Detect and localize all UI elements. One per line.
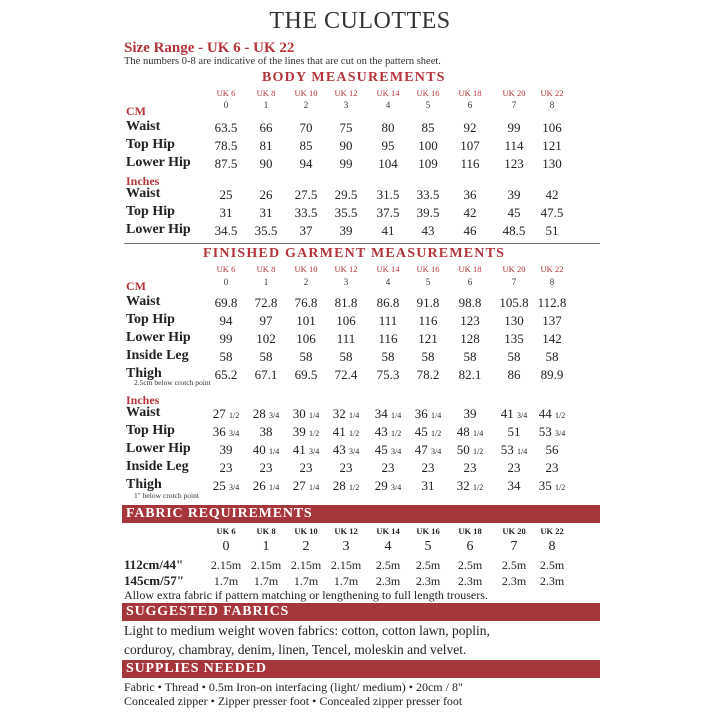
finished-inch-cell: 23 — [299, 460, 313, 475]
finished-inch-cell: 45 1/2 — [414, 424, 442, 439]
finished-cm-cell: 75.3 — [376, 367, 400, 382]
body-size-header: UK 16 — [416, 88, 440, 98]
fabric-size-header: UK 6 — [216, 526, 236, 536]
body-cm-cell: 66 — [259, 120, 273, 135]
finished-inch-cell: 43 1/2 — [374, 424, 402, 439]
finished-cm-cell: 135 — [504, 331, 524, 346]
body-inch-cell: 35.5 — [254, 223, 278, 238]
finished-inch-cell: 28 3/4 — [252, 406, 280, 421]
fabric-line-number: 5 — [424, 539, 432, 554]
finished-inch-cell: 23 — [421, 460, 435, 475]
finished-line-number: 6 — [467, 277, 473, 287]
fabric-cell: 2.5m — [375, 558, 401, 572]
finished-inch-cell: 51 — [507, 424, 521, 439]
finished-cm-cell: 106 — [296, 331, 316, 346]
body-measurements-heading: BODY MEASUREMENTS — [262, 70, 446, 85]
body-cm-cell: 95 — [381, 138, 395, 153]
body-inch-cell: 27.5 — [294, 187, 318, 202]
finished-cm-cell: 58 — [507, 349, 521, 364]
fabric-cell: 1.7m — [253, 574, 279, 588]
body-cm-row-label: Top Hip — [126, 137, 175, 152]
finished-cm-cell: 81.8 — [334, 295, 358, 310]
finished-inch-cell: 32 1/2 — [456, 478, 484, 493]
finished-line-number: 8 — [549, 277, 555, 287]
finished-inch-cell: 30 1/4 — [292, 406, 320, 421]
finished-cm-cell: 142 — [542, 331, 562, 346]
body-inch-cell: 39.5 — [416, 205, 440, 220]
body-cm-cell: 63.5 — [214, 120, 238, 135]
finished-cm-cell: 89.9 — [540, 367, 564, 382]
fabric-line-number: 8 — [548, 539, 556, 554]
finished-cm-cell: 72.4 — [334, 367, 358, 382]
body-inch-cell: 26 — [259, 187, 273, 202]
finished-cm-cell: 58 — [339, 349, 353, 364]
supplies-line-1: Fabric • Thread • 0.5m Iron-on interfacing (light/ medium) • 20cm / 8" — [124, 680, 463, 694]
finished-inch-cell: 26 1/4 — [252, 478, 280, 493]
finished-inch-cell: 48 1/4 — [456, 424, 484, 439]
finished-cm-cell: 58 — [259, 349, 273, 364]
body-cm-cell: 130 — [542, 156, 562, 171]
body-line-number: 0 — [223, 100, 229, 110]
body-cm-cell: 81 — [259, 138, 273, 153]
body-inch-cell: 36 — [463, 187, 477, 202]
body-cm-cell: 107 — [460, 138, 480, 153]
suggested-line-1: Light to medium weight woven fabrics: cotton, cotton lawn, poplin, — [124, 623, 490, 638]
finished-cm-cell: 58 — [219, 349, 233, 364]
finished-cm-cell: 58 — [421, 349, 435, 364]
suggested-fabrics-band: SUGGESTED FABRICS — [122, 603, 600, 621]
fabric-requirements-band: FABRIC REQUIREMENTS — [122, 505, 600, 523]
page-title: THE CULOTTES — [269, 8, 451, 34]
finished-size-header: UK 8 — [256, 264, 276, 274]
body-size-header: UK 12 — [334, 88, 358, 98]
fabric-size-header: UK 12 — [334, 526, 358, 536]
finished-inch-cell: 38 — [259, 424, 273, 439]
body-inch-cell: 37.5 — [376, 205, 400, 220]
body-cm-row-label: Waist — [126, 119, 161, 134]
finished-cm-row-label: Inside Leg — [126, 348, 189, 363]
body-size-header: UK 6 — [216, 88, 236, 98]
body-cm-label: CM — [126, 104, 146, 118]
finished-size-header: UK 6 — [216, 264, 236, 274]
finished-cm-cell: 99 — [219, 331, 233, 346]
fabric-size-header: UK 20 — [502, 526, 526, 536]
finished-line-number: 7 — [511, 277, 517, 287]
body-size-header: UK 22 — [540, 88, 564, 98]
body-cm-cell: 78.5 — [214, 138, 238, 153]
finished-inch-cell: 23 — [381, 460, 395, 475]
size-range: Size Range - UK 6 - UK 22 — [124, 40, 295, 56]
finished-cm-row-label: Thigh — [126, 366, 162, 381]
finished-inch-cell: 23 — [545, 460, 559, 475]
finished-inch-cell: 23 — [339, 460, 353, 475]
finished-cm-row-label: Lower Hip — [126, 330, 191, 345]
body-line-number: 1 — [263, 100, 269, 110]
fabric-size-header: UK 10 — [294, 526, 318, 536]
supplies-line-2: Concealed zipper • Zipper presser foot • Concealed zipper presser foot — [124, 694, 463, 708]
finished-cm-label: CM — [126, 279, 146, 293]
body-cm-cell: 94 — [299, 156, 313, 171]
finished-cm-cell: 91.8 — [416, 295, 440, 310]
body-inch-cell: 35.5 — [334, 205, 358, 220]
finished-cm-cell: 128 — [460, 331, 480, 346]
finished-inch-cell: 23 — [259, 460, 273, 475]
finished-cm-cell: 123 — [460, 313, 480, 328]
fabric-size-header: UK 18 — [458, 526, 482, 536]
body-inch-cell: 41 — [381, 223, 395, 238]
finished-inch-cell: 23 — [219, 460, 233, 475]
fabric-line-number: 6 — [466, 539, 474, 554]
finished-inches-label: Inches — [126, 393, 160, 407]
body-size-header: UK 20 — [502, 88, 526, 98]
finished-inch-row-label: Lower Hip — [126, 441, 191, 456]
finished-cm-cell: 58 — [381, 349, 395, 364]
finished-cm-cell: 76.8 — [294, 295, 318, 310]
finished-cm-cell: 94 — [219, 313, 233, 328]
finished-inch-cell: 36 3/4 — [212, 424, 240, 439]
finished-cm-cell: 58 — [463, 349, 477, 364]
body-cm-cell: 92 — [463, 120, 477, 135]
finished-cm-cell: 106 — [336, 313, 356, 328]
fabric-cell: 2.3m — [501, 574, 527, 588]
finished-size-header: UK 12 — [334, 264, 358, 274]
fabric-cell: 2.5m — [539, 558, 565, 572]
fabric-cell: 1.7m — [293, 574, 319, 588]
finished-cm-row-label: Waist — [126, 294, 161, 309]
body-cm-cell: 75 — [339, 120, 353, 135]
body-inch-cell: 37 — [299, 223, 313, 238]
body-cm-cell: 104 — [378, 156, 398, 171]
finished-cm-cell: 86 — [507, 367, 521, 382]
finished-cm-cell: 121 — [418, 331, 438, 346]
finished-inch-cell: 35 1/2 — [538, 478, 566, 493]
body-inch-cell: 48.5 — [502, 223, 526, 238]
finished-inch-row-label: Waist — [126, 405, 161, 420]
fabric-size-header: UK 16 — [416, 526, 440, 536]
finished-cm-row-label: Top Hip — [126, 312, 175, 327]
finished-inch-cell: 34 1/4 — [374, 406, 402, 421]
finished-size-header: UK 14 — [376, 264, 400, 274]
finished-cm-cell: 69.8 — [214, 295, 238, 310]
finished-cm-cell: 112.8 — [537, 295, 567, 310]
body-size-header: UK 18 — [458, 88, 482, 98]
finished-measurements-heading: FINISHED GARMENT MEASUREMENTS — [203, 246, 506, 261]
body-inch-row-label: Top Hip — [126, 204, 175, 219]
finished-cm-cell: 130 — [504, 313, 524, 328]
body-cm-cell: 70 — [299, 120, 313, 135]
finished-cm-cell: 101 — [296, 313, 316, 328]
finished-cm-cell: 78.2 — [416, 367, 440, 382]
body-cm-cell: 90 — [339, 138, 353, 153]
finished-cm-cell: 58 — [299, 349, 313, 364]
fabric-size-header: UK 8 — [256, 526, 276, 536]
finished-inch-cell: 39 1/2 — [292, 424, 320, 439]
fabric-cell: 2.5m — [501, 558, 527, 572]
body-cm-row-label: Lower Hip — [126, 155, 191, 170]
cm-thigh-note: 2.5cm below crotch point — [134, 378, 211, 387]
finished-cm-cell: 82.1 — [458, 367, 482, 382]
fabric-cell: 2.3m — [539, 574, 565, 588]
inch-thigh-note: 1" below crotch point — [134, 491, 199, 500]
finished-inch-row-label: Top Hip — [126, 423, 175, 438]
body-line-number: 4 — [385, 100, 391, 110]
body-cm-cell: 85 — [299, 138, 313, 153]
finished-inch-cell: 39 — [219, 442, 233, 457]
finished-inch-cell: 29 3/4 — [374, 478, 402, 493]
body-cm-cell: 121 — [542, 138, 562, 153]
finished-cm-cell: 65.2 — [214, 367, 238, 382]
body-cm-cell: 90 — [259, 156, 273, 171]
finished-inch-cell: 47 3/4 — [414, 442, 442, 457]
fabric-size-header: UK 14 — [376, 526, 400, 536]
finished-cm-cell: 102 — [256, 331, 276, 346]
body-inch-cell: 43 — [421, 223, 435, 238]
finished-cm-cell: 86.8 — [376, 295, 400, 310]
finished-inch-cell: 41 3/4 — [292, 442, 320, 457]
finished-inch-cell: 41 1/2 — [332, 424, 360, 439]
fabric-cell: 1.7m — [213, 574, 239, 588]
body-cm-cell: 123 — [504, 156, 524, 171]
finished-cm-cell: 58 — [545, 349, 559, 364]
fabric-line-number: 7 — [510, 539, 518, 554]
body-inch-cell: 39 — [507, 187, 521, 202]
finished-inch-cell: 56 — [545, 442, 559, 457]
body-inch-cell: 29.5 — [334, 187, 358, 202]
finished-size-header: UK 20 — [502, 264, 526, 274]
fabric-cell: 2.3m — [415, 574, 441, 588]
body-line-number: 5 — [425, 100, 431, 110]
finished-line-number: 5 — [425, 277, 431, 287]
finished-inch-cell: 50 1/2 — [456, 442, 484, 457]
fabric-cell: 2.3m — [457, 574, 483, 588]
body-inch-row-label: Lower Hip — [126, 222, 191, 237]
body-cm-cell: 80 — [381, 120, 395, 135]
body-size-header: UK 14 — [376, 88, 400, 98]
body-line-number: 3 — [343, 100, 349, 110]
finished-inch-row-label: Inside Leg — [126, 459, 189, 474]
finished-inch-cell: 31 — [421, 478, 435, 493]
finished-inch-cell: 53 1/4 — [500, 442, 528, 457]
finished-inch-cell: 44 1/2 — [538, 406, 566, 421]
finished-cm-cell: 105.8 — [499, 295, 529, 310]
body-line-number: 6 — [467, 100, 473, 110]
finished-cm-cell: 111 — [336, 331, 356, 346]
body-line-number: 7 — [511, 100, 517, 110]
finished-inch-cell: 32 1/4 — [332, 406, 360, 421]
finished-inch-cell: 28 1/2 — [332, 478, 360, 493]
fabric-cell: 2.15m — [290, 558, 322, 572]
body-inch-cell: 33.5 — [294, 205, 318, 220]
finished-cm-cell: 72.8 — [254, 295, 278, 310]
fabric-cell: 1.7m — [333, 574, 359, 588]
body-inch-cell: 42 — [545, 187, 559, 202]
finished-inch-cell: 23 — [463, 460, 477, 475]
body-line-number: 2 — [303, 100, 309, 110]
body-cm-cell: 116 — [460, 156, 480, 171]
finished-size-header: UK 18 — [458, 264, 482, 274]
body-cm-cell: 109 — [418, 156, 438, 171]
body-cm-cell: 99 — [339, 156, 353, 171]
fabric-line-number: 4 — [384, 539, 392, 554]
finished-inch-cell: 34 — [507, 478, 521, 493]
finished-line-number: 3 — [343, 277, 349, 287]
body-inch-cell: 45 — [507, 205, 521, 220]
finished-size-header: UK 10 — [294, 264, 318, 274]
body-inch-cell: 31.5 — [376, 187, 400, 202]
finished-inch-cell: 39 — [463, 406, 477, 421]
body-inch-cell: 33.5 — [416, 187, 440, 202]
body-cm-cell: 106 — [542, 120, 562, 135]
body-inch-cell: 47.5 — [540, 205, 564, 220]
body-inch-cell: 34.5 — [214, 223, 238, 238]
finished-cm-cell: 116 — [378, 331, 398, 346]
size-note: The numbers 0-8 are indicative of the lines that are cut on the pattern sheet. — [124, 56, 441, 67]
body-cm-cell: 114 — [504, 138, 524, 153]
body-inch-cell: 51 — [545, 223, 559, 238]
body-cm-cell: 85 — [421, 120, 435, 135]
finished-cm-cell: 97 — [259, 313, 273, 328]
body-inches-label: Inches — [126, 174, 160, 188]
finished-cm-cell: 98.8 — [458, 295, 482, 310]
fabric-cell: 2.15m — [250, 558, 282, 572]
fabric-note: Allow extra fabric if pattern matching or lengthening to full length trousers. — [124, 588, 488, 602]
finished-line-number: 4 — [385, 277, 391, 287]
finished-inch-cell: 27 1/2 — [212, 406, 240, 421]
finished-inch-cell: 23 — [507, 460, 521, 475]
body-size-header: UK 10 — [294, 88, 318, 98]
finished-inch-cell: 36 1/4 — [414, 406, 442, 421]
finished-inch-cell: 41 3/4 — [500, 406, 528, 421]
body-inch-cell: 46 — [463, 223, 477, 238]
finished-cm-cell: 116 — [418, 313, 438, 328]
fabric-cell: 2.5m — [457, 558, 483, 572]
finished-line-number: 1 — [263, 277, 269, 287]
finished-line-number: 2 — [303, 277, 309, 287]
body-line-number: 8 — [549, 100, 555, 110]
fabric-line-number: 0 — [222, 539, 230, 554]
finished-size-header: UK 22 — [540, 264, 564, 274]
fabric-line-number: 2 — [302, 539, 310, 554]
body-inch-cell: 39 — [339, 223, 353, 238]
fabric-row-label: 145cm/57" — [124, 573, 184, 588]
supplies-needed-band: SUPPLIES NEEDED — [122, 660, 600, 678]
finished-size-header: UK 16 — [416, 264, 440, 274]
fabric-cell: 2.15m — [330, 558, 362, 572]
finished-inch-cell: 53 3/4 — [538, 424, 566, 439]
body-inch-cell: 25 — [219, 187, 233, 202]
fabric-cell: 2.5m — [415, 558, 441, 572]
finished-cm-cell: 67.1 — [254, 367, 278, 382]
finished-inch-cell: 45 3/4 — [374, 442, 402, 457]
finished-inch-cell: 40 1/4 — [252, 442, 280, 457]
finished-cm-cell: 69.5 — [294, 367, 318, 382]
finished-inch-cell: 27 1/4 — [292, 478, 320, 493]
body-cm-cell: 99 — [507, 120, 521, 135]
finished-cm-cell: 111 — [378, 313, 398, 328]
divider — [124, 243, 600, 244]
body-inch-cell: 31 — [219, 205, 233, 220]
finished-inch-row-label: Thigh — [126, 477, 162, 492]
fabric-cell: 2.3m — [375, 574, 401, 588]
fabric-cell: 2.15m — [210, 558, 242, 572]
fabric-line-number: 1 — [262, 539, 270, 554]
body-cm-cell: 87.5 — [214, 156, 238, 171]
finished-inch-cell: 25 3/4 — [212, 478, 240, 493]
fabric-line-number: 3 — [342, 539, 350, 554]
fabric-size-header: UK 22 — [540, 526, 564, 536]
finished-line-number: 0 — [223, 277, 229, 287]
finished-cm-cell: 137 — [542, 313, 562, 328]
body-inch-row-label: Waist — [126, 186, 161, 201]
body-inch-cell: 42 — [463, 205, 477, 220]
body-size-header: UK 8 — [256, 88, 276, 98]
finished-inch-cell: 43 3/4 — [332, 442, 360, 457]
suggested-line-2: corduroy, chambray, denim, linen, Tencel, moleskin and velvet. — [124, 642, 467, 657]
body-inch-cell: 31 — [259, 205, 273, 220]
fabric-row-label: 112cm/44" — [124, 557, 184, 572]
body-cm-cell: 100 — [418, 138, 438, 153]
